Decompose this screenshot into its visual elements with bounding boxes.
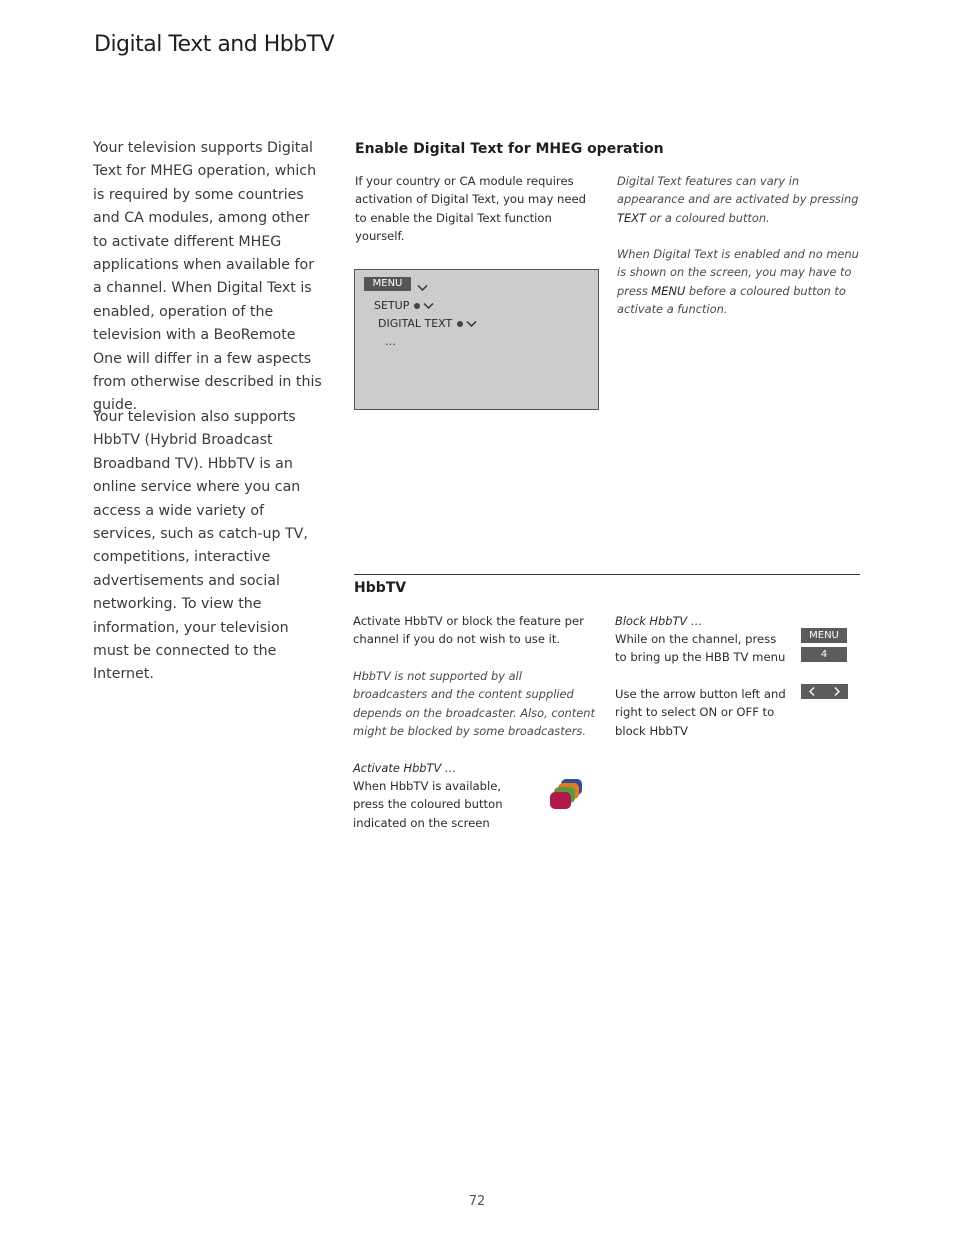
digital-text-body: If your country or CA module requires activation of Digital Text, you may need to enable the Digital Text function yourself.	[355, 174, 586, 244]
intro-paragraph-digital-text: Your television supports Digital Text for MHEG operation, which is required by some countries and CA modules, among other to activate different MHEG applications when available for a channel. When Digital Text is enabled, operation of the television with a BeoRemote One will differ in a few aspects from otherwise described in this guide.	[93, 140, 322, 414]
activate-hbbtv-label: Activate HbbTV …	[353, 761, 457, 775]
page-number: 72	[468, 1194, 486, 1209]
menu-item-setup: SETUP	[374, 299, 434, 312]
coloured-buttons-icon	[549, 777, 585, 811]
hbbtv-note: HbbTV is not supported by all broadcasters and the content supplied depends on the broadcaster. Also, content might be blocked by some broadcasters.	[353, 669, 595, 739]
dot-icon	[457, 321, 463, 327]
text-button-ref: TEXT	[617, 210, 646, 225]
chevron-down-icon	[466, 320, 477, 328]
menu-button: MENU	[801, 628, 847, 643]
arrow-right-icon	[825, 684, 848, 699]
section-divider	[354, 574, 860, 575]
digital-text-heading: Enable Digital Text for MHEG operation	[355, 141, 664, 157]
digital-text-note-menu: When Digital Text is enabled and no menu is shown on the screen, you may have to press MENU before a coloured button to activate a function.	[617, 247, 859, 317]
menu-item-ellipsis: …	[385, 335, 396, 348]
intro-paragraph-hbbtv: Your television also supports HbbTV (Hybrid Broadcast Broadband TV). HbbTV is an online service where you can access a wide variety of services, such as catch-up TV, competitions, interactive advertisements and social networking. To view the information, your television must be connected to the Internet.	[93, 409, 308, 683]
block-hbbtv-label: Block HbbTV …	[615, 614, 703, 628]
page-title: Digital Text and HbbTV	[94, 32, 335, 57]
menu-root-chip: MENU	[364, 277, 411, 291]
chevron-down-icon	[423, 302, 434, 310]
menu-item-digital-text: DIGITAL TEXT	[378, 317, 477, 330]
block-hbbtv-step2: Use the arrow button left and right to select ON or OFF to block HbbTV	[615, 687, 786, 738]
menu-button-ref: MENU	[651, 283, 686, 298]
number-4-button: 4	[801, 647, 847, 662]
menu-path-illustration	[354, 269, 599, 410]
dot-icon	[414, 303, 420, 309]
hbbtv-body: Activate HbbTV or block the feature per channel if you do not wish to use it.	[353, 614, 584, 647]
chevron-down-icon	[417, 284, 428, 292]
digital-text-note-text: Digital Text features can vary in appearance and are activated by pressing TEXT or a coloured button.	[617, 174, 859, 225]
hbbtv-heading: HbbTV	[354, 580, 407, 596]
arrow-buttons	[801, 684, 848, 699]
arrow-left-icon	[801, 684, 824, 699]
block-hbbtv-step1: While on the channel, press to bring up the HBB TV menu	[615, 632, 786, 665]
activate-hbbtv-text: When HbbTV is available, press the coloured button indicated on the screen	[353, 779, 503, 830]
